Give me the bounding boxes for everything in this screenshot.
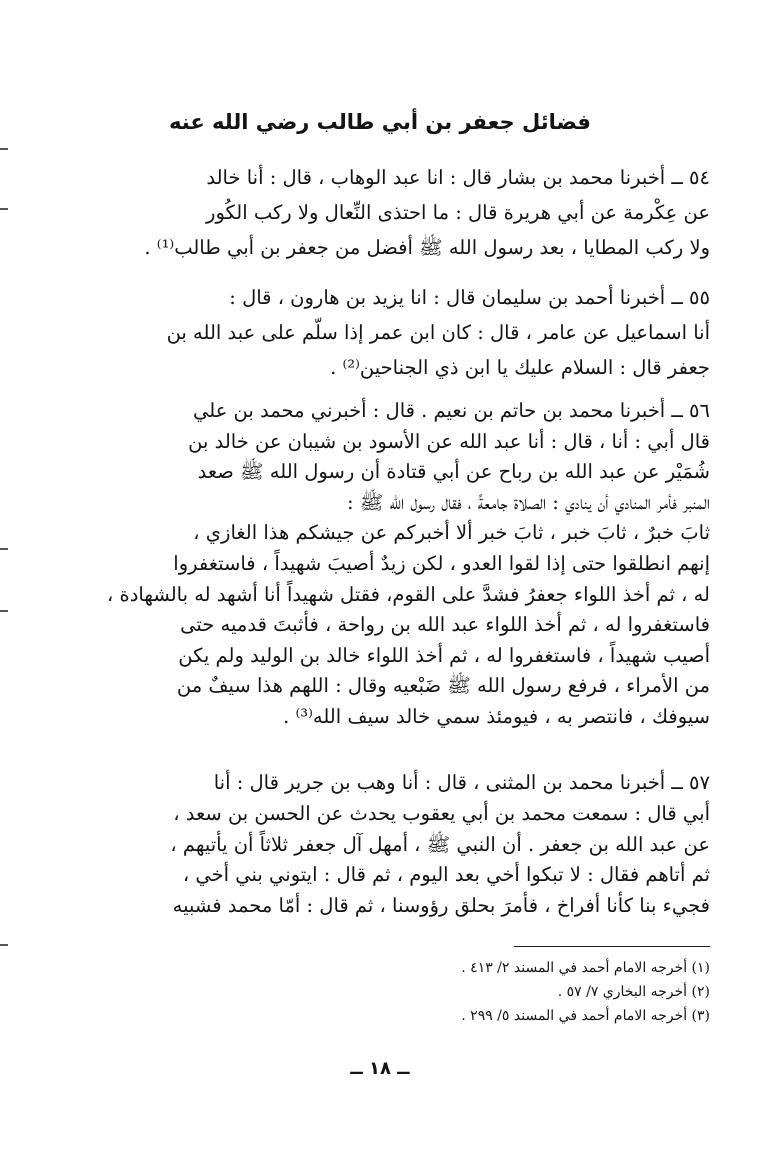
text-line: من الأمراء ، فرفع رسول الله ﷺ ضَبْعيه وقال : اللهم هذا سيفٌ من [176,674,710,698]
text-line: أبي قال : سمعت محمد بن أبي يعقوب يحدث عن الحسن بن سعد ، [173,801,710,825]
text-line: فجيء بنا كأنا أفراخ ، فأمرَ بحلق رؤوسنا ، ثم قال : أمّا محمد فشبيه [172,894,710,918]
text-line: قال أبي : أنا ، قال : أنا عبد الله عن الأسود بن شيبان عن خالد بن [188,429,710,453]
text-line: المنبر فأمر المنادي أن ينادي : الصلاة جامعةً ، فقال رسول الله ﷺ : [347,490,710,514]
hadith-54 [78,160,710,265]
margin-mark [0,548,8,550]
hadith-57 [78,768,710,922]
margin-mark [0,610,8,612]
hadith-56 [78,396,710,733]
text-line: ٥٦ ــ أخبرنا محمد بن حاتم بن نعيم . قال : أخبرني محمد بن علي [193,399,710,422]
text-line: أنا اسماعيل عن عامر ، قال : كان ابن عمر إذا سلّم على عبد الله بن [166,321,710,344]
footnotes [290,956,710,1028]
text-line: ٥٧ ــ أخبرنا محمد بن المثنى ، قال : أنا وهب بن جرير قال : أنا [213,771,710,794]
margin-mark [0,944,8,946]
text-line: شُمَيْر عن عبد الله بن رباح عن أبي قتادة أن رسول الله ﷺ صعد [197,460,710,484]
text-line: أصيب شهيداً ، فاستغفروا له ، ثم أخذ اللواء خالد بن الوليد ولم يكن [178,643,710,667]
text-line: له ، ثم أخذ اللواء جعفرُ فشدَّ على القوم، فقتل شهيداً أنا أشهد له بالشهادة ، [107,582,710,606]
margin-mark [0,208,8,210]
margin-mark [0,148,8,150]
footnote: (١) أخرجه الامام أحمد في المسند ٢/ ٤١٣ . [461,960,710,976]
hadith-55 [78,280,710,385]
text-line: ٥٥ ــ أخبرنا أحمد بن سليمان قال : انا يزيد بن هارون ، قال : [229,286,710,309]
text-line: إنهم انطلقوا حتى إذا لقوا العدو ، لكن زيدٌ أصيبَ شهيداً ، فاستغفروا [173,551,710,575]
text-line: عن عبد الله بن جعفر . أن النبي ﷺ ، أمهل آل جعفر ثلاثاً أن يأتيهم ، [170,832,710,856]
text-line: ولا ركب المطايا ، بعد رسول الله ﷺ أفضل من جعفر بن أبي طالب⁽¹⁾ . [144,236,710,259]
text-line: ثم أتاهم فقال : لا تبكوا أخي بعد اليوم ، ثم قال : ايتوني بني أخي ، [182,863,710,887]
page-number: ــ ١٨ ــ [350,1058,410,1079]
text-line: ٥٤ ــ أخبرنا محمد بن بشار قال : انا عبد الوهاب ، قال : أنا خالد [206,166,710,189]
text-line: سيوفك ، فانتصر به ، فيومئذ سمي خالد سيف الله⁽³⁾ . [283,704,710,728]
text-line: فاستغفروا له ، ثم أخذ اللواء عبد الله بن رواحة ، فأثبتَ قدميه حتى [180,613,710,637]
text-line: ثابَ خبرٌ ، ثابَ خبر ، ثابَ خبر ألا أخبركم عن جيشكم هذا الغازي ، [193,521,710,545]
footnote: (٢) أخرجه البخاري ٧/ ٥٧ . [557,984,710,1000]
footnote-divider [514,946,710,947]
text-line: جعفر قال : السلام عليك يا ابن ذي الجناحين⁽²⁾ . [330,356,710,379]
text-line: عن عِكْرمة عن أبي هريرة قال : ما احتذى النِّعال ولا ركب الكُور [206,201,710,224]
page-title: فضائل جعفر بن أبي طالب رضي الله عنه [169,110,591,134]
footnote: (٣) أخرجه الامام أحمد في المسند ٥/ ٢٩٩ . [461,1008,710,1024]
